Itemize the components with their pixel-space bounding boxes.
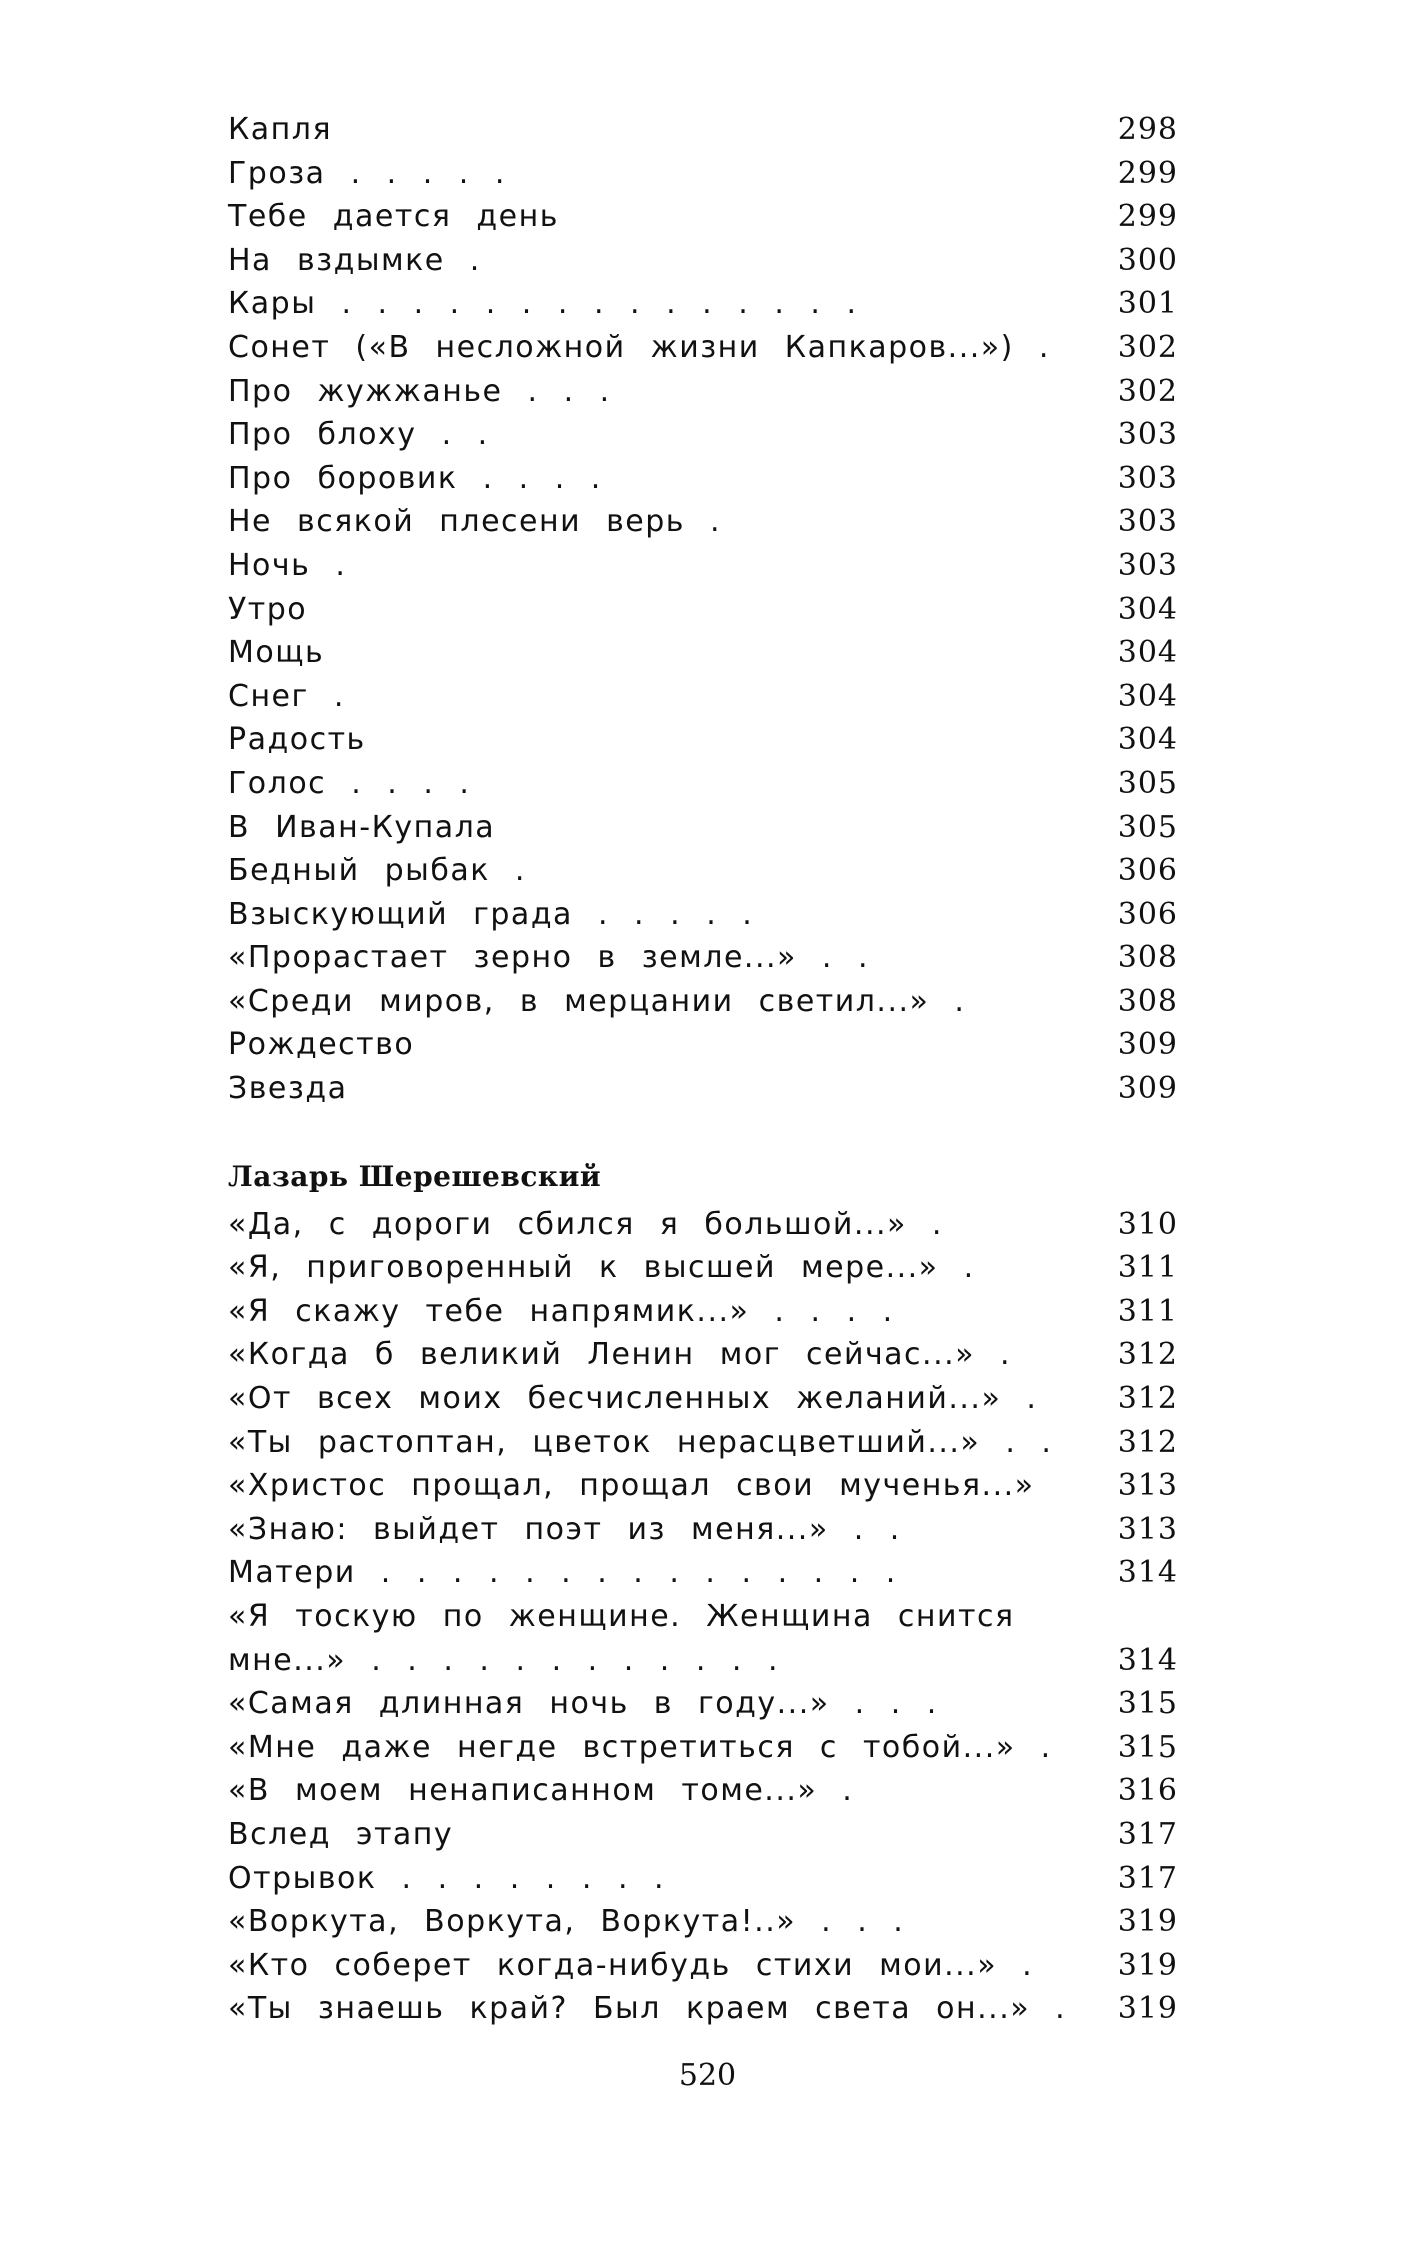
toc-entry [228, 762, 1178, 806]
toc-entry-title: На вздымке . [228, 242, 481, 278]
toc-entry-page: 313 [1117, 1511, 1178, 1547]
toc-entry-page: 313 [1117, 1468, 1178, 1504]
toc-entry-title: Про блоху . . [228, 417, 489, 453]
toc-entry [228, 936, 1178, 980]
toc-entry [228, 239, 1178, 283]
toc-entry [228, 1639, 1178, 1683]
toc-entry-page: 309 [1117, 1071, 1178, 1107]
toc-entry-page: 317 [1117, 1816, 1178, 1852]
toc-entry-page: 300 [1117, 242, 1178, 278]
toc-entry [228, 1333, 1178, 1377]
toc-entry [228, 1944, 1178, 1988]
toc-entry-page: 303 [1117, 417, 1178, 453]
toc-entry-title: «Ты растоптан, цветок нерасцветший...» . . [228, 1424, 1053, 1460]
toc-entry-title: Матери . . . . . . . . . . . . . . . [228, 1555, 897, 1591]
toc-entry-page: 305 [1117, 809, 1178, 845]
toc-entry [228, 544, 1178, 588]
toc-entry [228, 1067, 1178, 1111]
toc-entry [228, 588, 1178, 632]
toc-entry [228, 1203, 1178, 1247]
toc-entry-page: 303 [1117, 460, 1178, 496]
toc-entry-page: 319 [1117, 1904, 1178, 1940]
toc-entry-page: 315 [1117, 1729, 1178, 1765]
toc-entry [228, 500, 1178, 544]
toc-entry-title: Ночь . [228, 547, 347, 583]
toc-entry-title: «Прорастает зерно в земле...» . . [228, 940, 870, 976]
toc-entry-page: 312 [1117, 1381, 1178, 1417]
toc-entry [228, 370, 1178, 414]
toc-entry [228, 282, 1178, 326]
toc-entry-title: Утро [228, 591, 308, 627]
toc-entry-page: 319 [1117, 1947, 1178, 1983]
toc-entry-page: 304 [1117, 635, 1178, 671]
toc-entry [228, 1987, 1178, 2031]
toc-entry [228, 893, 1178, 937]
toc-entry-title: Сонет («В несложной жизни Капкаров...») . [228, 329, 1050, 365]
toc-entry [228, 108, 1178, 152]
toc-entry-title: мне...» . . . . . . . . . . . . [228, 1642, 780, 1678]
toc-entry [228, 1377, 1178, 1421]
toc-entry-title: «Когда б великий Ленин мог сейчас...» . [228, 1337, 1012, 1373]
toc-entry-title: Вслед этапу [228, 1816, 454, 1852]
toc-entry [228, 1857, 1178, 1901]
toc-entry-title: «От всех моих бесчисленных желаний...» . [228, 1381, 1038, 1417]
toc-entry [228, 1769, 1178, 1813]
toc-entry-title: Про жужжанье . . . [228, 373, 611, 409]
toc-entry-title: Отрывок . . . . . . . . [228, 1860, 666, 1896]
toc-entry-page: 298 [1117, 112, 1178, 147]
toc-entry [228, 806, 1178, 850]
page-number: 520 [678, 2058, 737, 2093]
toc-entry-title: «Воркута, Воркута, Воркута!..» . . . [228, 1904, 905, 1940]
toc-entry-page: 315 [1117, 1686, 1178, 1722]
toc-entry-title: Голос . . . . [228, 765, 471, 801]
toc-entry-page: 312 [1117, 1337, 1178, 1373]
toc-entry-title: «Да, с дороги сбился я большой...» . [228, 1206, 943, 1242]
toc-list-part2 [228, 1203, 1178, 2031]
toc-entry [228, 1682, 1178, 1726]
toc-entry-page: 311 [1117, 1250, 1178, 1286]
toc-entry-page: 299 [1117, 155, 1178, 191]
toc-entry-page: 316 [1117, 1773, 1178, 1809]
toc-entry [228, 1508, 1178, 1552]
toc-entry-page: 302 [1117, 329, 1178, 365]
toc-entry-title: Бедный рыбак . [228, 853, 526, 889]
toc-entry [228, 1813, 1178, 1857]
toc-entry-title: Мощь [228, 635, 325, 671]
toc-entry-page: 312 [1117, 1424, 1178, 1460]
toc-entry [228, 718, 1178, 762]
toc-entry-title: «Ты знаешь край? Был краем света он...» . [228, 1991, 1067, 2027]
toc-entry [228, 195, 1178, 239]
toc-entry-title: «Среди миров, в мерцании светил...» . [228, 983, 966, 1019]
toc-entry-title: «Мне даже негде встретиться с тобой...» . [228, 1729, 1052, 1765]
toc-entry-page: 311 [1117, 1293, 1178, 1329]
toc-entry-title: «Знаю: выйдет поэт из меня...» . . [228, 1511, 901, 1547]
toc-entry-title: Кары . . . . . . . . . . . . . . . [228, 286, 858, 322]
toc-entry-page: 303 [1117, 547, 1178, 583]
toc-entry [228, 849, 1178, 893]
toc-entry [228, 1464, 1178, 1508]
toc-entry [228, 326, 1178, 370]
toc-entry [228, 457, 1178, 501]
toc-entry-title: Тебе дается день [228, 199, 559, 235]
toc-entry-page: 306 [1117, 896, 1178, 932]
toc-entry [228, 413, 1178, 457]
toc-entry-page: 305 [1117, 765, 1178, 801]
toc-entry-title: Гроза . . . . . [228, 155, 506, 191]
toc-entry-title: В Иван-Купала [228, 809, 496, 845]
toc-entry-title: Снег . [228, 678, 345, 714]
toc-entry-page: 302 [1117, 373, 1178, 409]
toc-entry-page: 308 [1117, 983, 1178, 1019]
section-heading: Лазарь Шерешевский [228, 1159, 602, 1193]
toc-entry [228, 1246, 1178, 1290]
toc-entry-title: Не всякой плесени верь . [228, 504, 722, 540]
toc-entry [228, 152, 1178, 196]
toc-entry [228, 1290, 1178, 1334]
toc-entry [228, 1726, 1178, 1770]
toc-entry-page: 303 [1117, 504, 1178, 540]
toc-entry-title: «Христос прощал, прощал свои мученья...» [228, 1468, 1035, 1504]
toc-entry-title: «В моем ненаписанном томе...» . [228, 1773, 854, 1809]
toc-entry-page: 306 [1117, 853, 1178, 889]
toc-entry-title: «Самая длинная ночь в году...» . . . [228, 1686, 938, 1722]
toc-entry-title: «Я скажу тебе напрямик...» . . . . [228, 1293, 894, 1329]
toc-entry [228, 1551, 1178, 1595]
toc-entry [228, 1023, 1178, 1067]
toc-entry-title: Про боровик . . . . [228, 460, 602, 496]
toc-list-part1 [228, 108, 1178, 1111]
toc-entry [228, 1595, 1178, 1639]
toc-entry-title: Звезда [228, 1071, 348, 1107]
toc-entry-page: 301 [1117, 286, 1178, 322]
toc-entry-page: 314 [1117, 1555, 1178, 1591]
toc-entry-page: 304 [1117, 591, 1178, 627]
toc-entry [228, 980, 1178, 1024]
toc-entry-title: Взыскующий града . . . . . [228, 896, 754, 932]
toc-entry [228, 1900, 1178, 1944]
toc-entry-page: 304 [1117, 722, 1178, 758]
toc-entry-page: 299 [1117, 199, 1178, 235]
toc-entry [228, 1421, 1178, 1465]
toc-entry-title: Капля [228, 112, 333, 147]
toc-entry-title: Рождество [228, 1027, 415, 1063]
toc-entry-title: «Я тоскую по женщине. Женщина снится [228, 1599, 1015, 1634]
toc-entry-page: 319 [1117, 1991, 1178, 2027]
toc-entry [228, 675, 1178, 719]
toc-entry-title: «Кто соберет когда-нибудь стихи мои...» . [228, 1947, 1034, 1983]
toc-entry-title: «Я, приговоренный к высшей мере...» . [228, 1250, 975, 1286]
toc-entry-title: Радость [228, 722, 366, 758]
toc-entry-page: 308 [1117, 940, 1178, 976]
toc-entry-page: 314 [1117, 1642, 1178, 1678]
toc-entry-page: 304 [1117, 678, 1178, 714]
toc-entry [228, 631, 1178, 675]
toc-entry-page: 309 [1117, 1027, 1178, 1063]
toc-entry-page: 317 [1117, 1860, 1178, 1896]
toc-page [228, 108, 1178, 2031]
toc-entry-page: 310 [1117, 1206, 1178, 1242]
